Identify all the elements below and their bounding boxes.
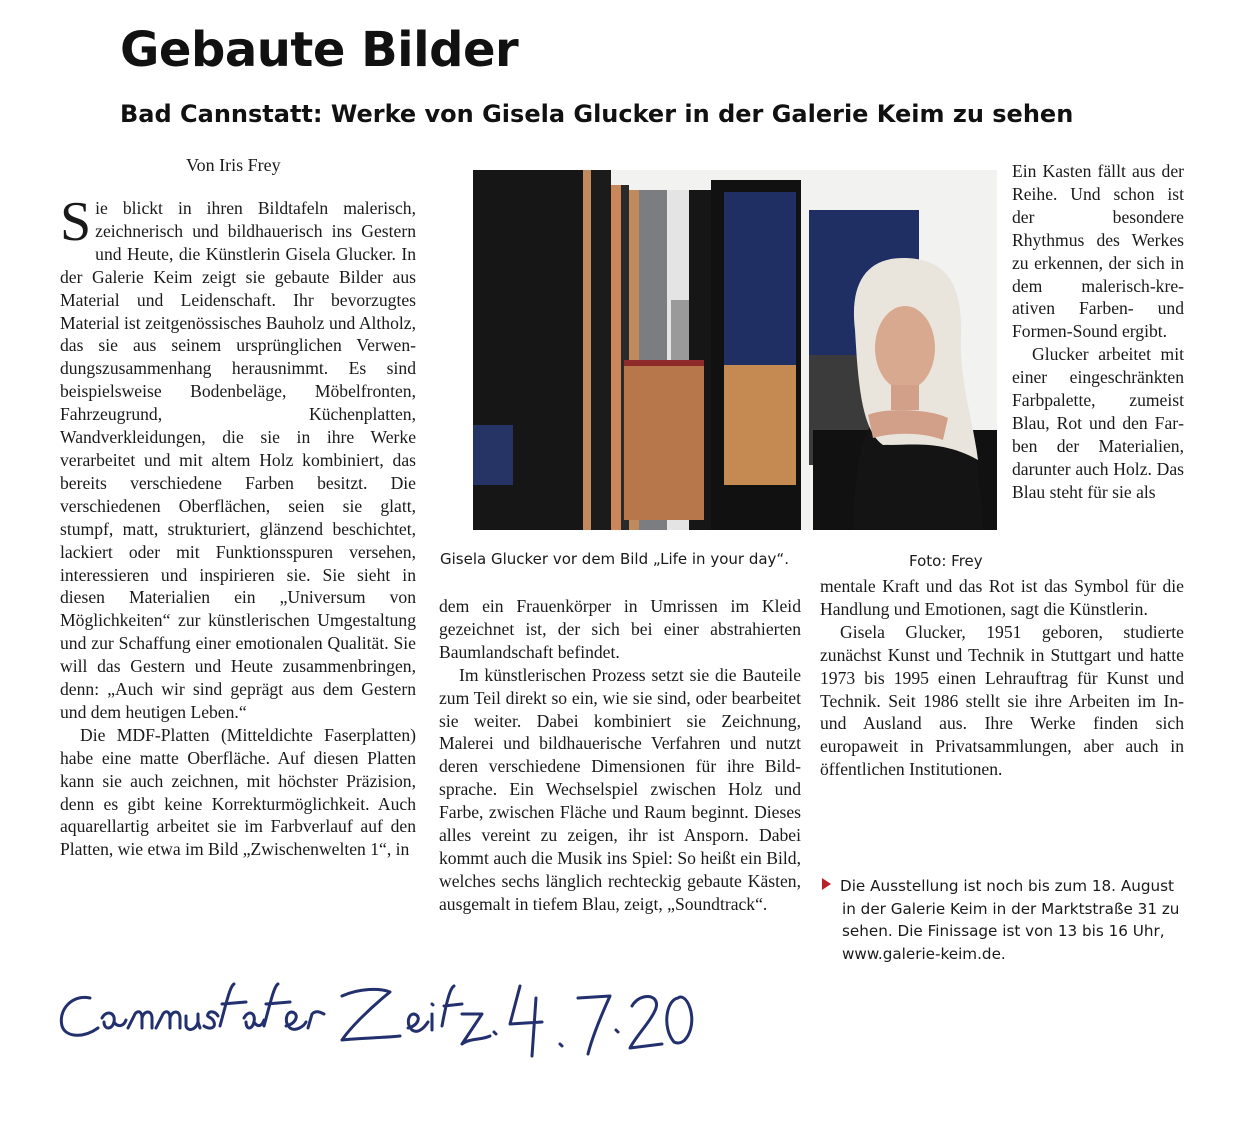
subheadline-location: Bad Cannstatt: bbox=[120, 100, 323, 128]
photo-credit: Foto: Frey bbox=[909, 552, 983, 570]
photo-caption: Gisela Glucker vor dem Bild „Life in your day“. bbox=[440, 550, 789, 568]
paragraph: dem ein Frauenkörper in Umrissen im Kleid gezeichnet ist, der sich bei einer abstrahierten Baumlandschaft befindet. bbox=[439, 596, 801, 662]
exhibition-info-box bbox=[822, 875, 1187, 965]
paragraph-text: ie blickt in ihren Bildtafeln malerisch, zeichnerisch und bildhauerisch ins Gestern und Heute, die Künstlerin Gisela Glucker. In der Galerie Keim zeigt sie gebaute Bilder aus Material und Leidenschaft. Ihr bevorzugtes Material ist zeitgenössisches Bauholz und Altholz, das sie aus seinem ursprünglichen Verwendungszusammenhang herausnimmt. Es sind beispielsweise Bodenbeläge, Möbelfronten, Fahrzeugrund, Küchenplatten, Wandverkleidungen, die sie in ihre Werke verarbeitet und mit altem Holz kombiniert, das bereits verschiedene Farben besitzt. Die verschiedenen Oberflächen, seien sie glatt, stumpf, matt, strukturiert, glänzend beschichtet, lackiert oder mit Funktionsspuren versehen, interessieren und inspirieren sie. Sie sieht in diesen Materialien ein „Universum von Möglichkeiten“ zur künstlerischen Umgestaltung und zur Schaffung einer emotionalen Qualität. Sie will das Gestern und Heute zusammenbringen, denn: „Auch wir sind geprägt aus dem Gestern und dem heutigen Leben.“ bbox=[60, 198, 416, 722]
photo-illustration bbox=[473, 170, 997, 530]
paragraph: mentale Kraft und das Rot ist das Symbol für die Handlung und Emotionen, sagt die Künstlerin. bbox=[820, 576, 1184, 619]
paragraph: Gisela Glucker, 1951 geboren, studierte zunächst Kunst und Technik in Stuttgart und hatte 1973 bis 1995 einen Lehrauftrag für Kunst und Technik. Seit 1986 stellt sie ihre Arbeiten im In- und Ausland aus. Ihre Werke finden sich europaweit in Privatsammlungen, aber auch in öffentlichen Institutionen. bbox=[820, 621, 1184, 780]
triangle-marker-icon bbox=[822, 878, 831, 890]
headline: Gebaute Bilder bbox=[120, 22, 519, 78]
handwritten-note bbox=[50, 978, 710, 1068]
paragraph: Ein Kasten fällt aus der Reihe. Und schon ist der besondere Rhythmus des Werkes zu erkennen, der sich in dem malerisch-kreativen Farben- und Formen-Sound ergibt. bbox=[1012, 161, 1184, 342]
byline: Von Iris Frey bbox=[186, 155, 281, 175]
paragraph bbox=[60, 191, 416, 724]
article-column-1 bbox=[60, 191, 416, 861]
paragraph: Glucker arbeitet mit einer eingeschränkten Farbpalette, zumeist Blau, Rot und den Farben der Materialien, darunter auch Holz. Das Blau steht für sie als bbox=[1012, 344, 1184, 502]
handwriting-scribble bbox=[50, 978, 710, 1068]
article-column-3-bottom bbox=[820, 575, 1184, 781]
subheadline-text: Werke von Gisela Glucker in der Galerie Keim zu sehen bbox=[322, 100, 1074, 128]
subheadline bbox=[120, 100, 1073, 128]
drop-cap: S bbox=[60, 191, 92, 253]
article-column-2 bbox=[439, 595, 801, 916]
article-column-3-top bbox=[1012, 160, 1184, 504]
paragraph: Die MDF-Platten (Mitteldichte Faserplatten) habe eine matte Oberfläche. Auf diesen Platten kann sie auch zeichnen, mit höchster Präzision, denn es gibt keine Korrekturmöglichkeit. Auch aquarellartig arbeitet sie im Farbverlauf auf den Platten, wie etwa im Bild „Zwischenwelten 1“, in bbox=[60, 724, 416, 860]
info-text-wrap bbox=[822, 875, 1187, 965]
info-text: Die Ausstellung ist noch bis zum 18. August in der Galerie Keim in der Marktstraße 31 zu sehen. Die Finissage ist von 13 bis 16 Uhr, www.galerie-keim.de. bbox=[840, 877, 1180, 963]
article-photo bbox=[473, 170, 997, 530]
paragraph: Im künstlerischen Prozess setzt sie die Bauteile zum Teil direkt so ein, wie sie sind, oder bearbeitet sie weiter. Dabei kombiniert sie Zeichnung, Malerei und bildhauerische Verfahren und nutzt deren verschiedene Dimensionen für ihre Bildsprache. Ein Wechselspiel zwischen Holz und Farbe, zwischen Fläche und Raum beginnt. Dieses alles vereint zu zeigen, ihr ist Ansporn. Dabei kommt auch die Musik ins Spiel: So heißt ein Bild, welches sechs länglich rechteckig gebaute Kästen, ausgemalt in tiefem Blau, zeigt, „Soundtrack“. bbox=[439, 664, 801, 914]
